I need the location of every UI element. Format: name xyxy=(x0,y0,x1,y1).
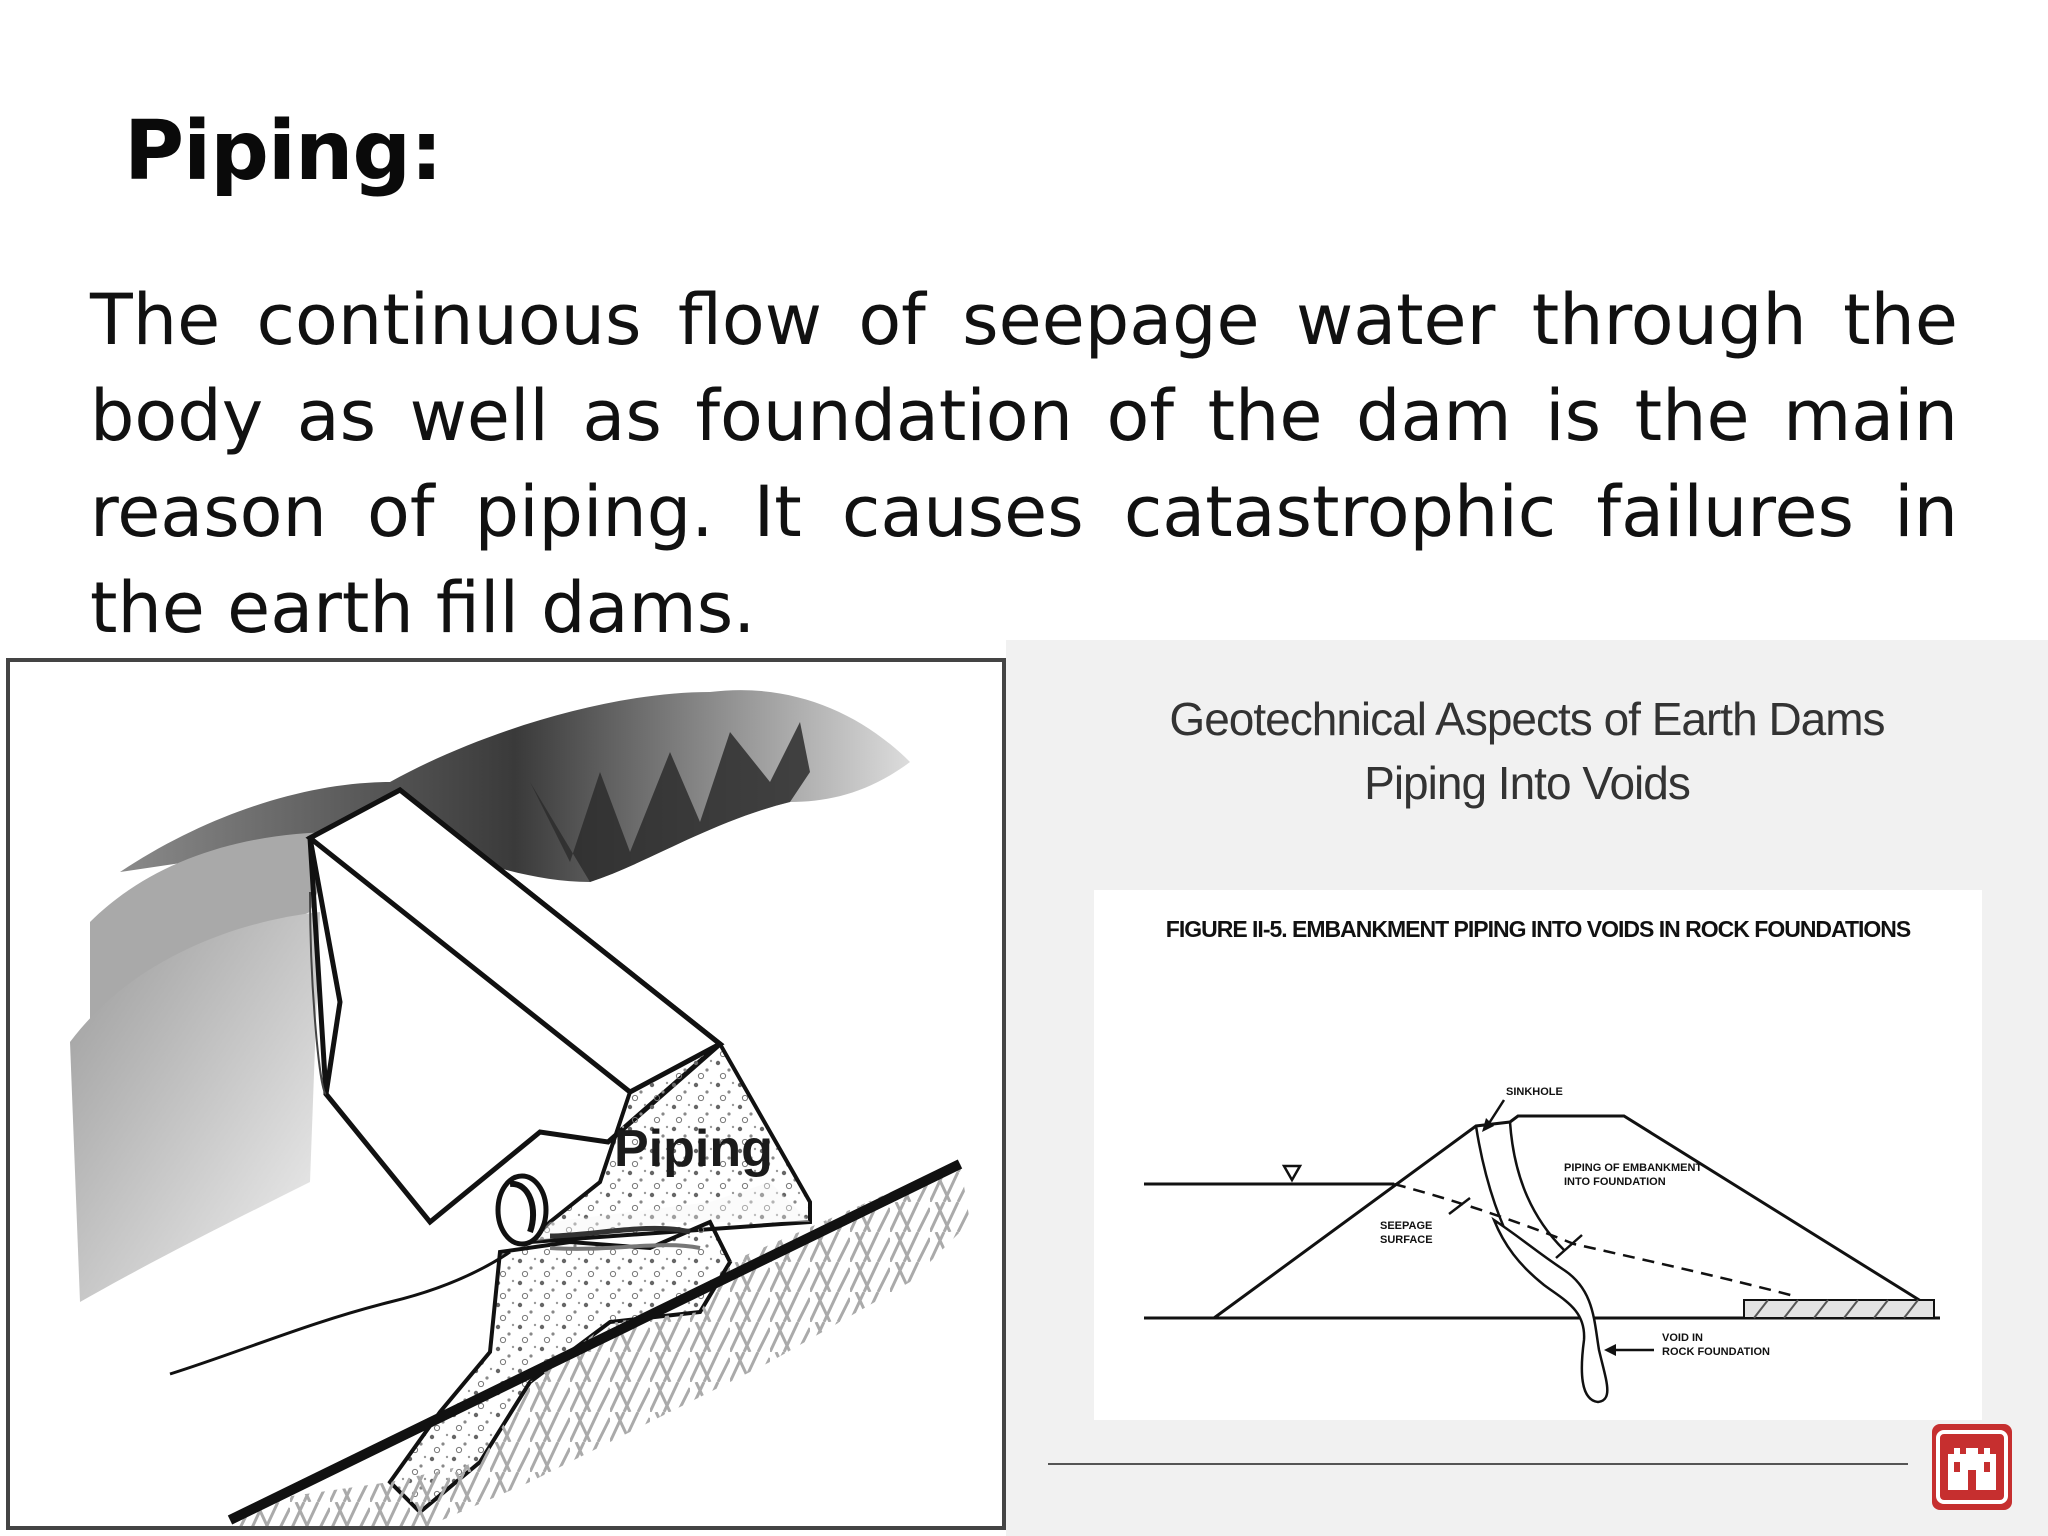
label-piping-line2: INTO FOUNDATION xyxy=(1564,1176,1666,1188)
piping-into-voids-panel xyxy=(1006,640,2048,1536)
panel-title-line2: Piping Into Voids xyxy=(1364,757,1690,809)
dam-illustration-svg xyxy=(10,662,1006,1530)
panel-title-line1: Geotechnical Aspects of Earth Dams xyxy=(1169,693,1885,745)
embankment-piping-diagram xyxy=(1094,890,1982,1420)
figure-caption: FIGURE II-5. EMBANKMENT PIPING INTO VOIDS IN ROCK FOUNDATIONS xyxy=(1165,916,1911,942)
castle-logo-icon xyxy=(1932,1424,2012,1510)
slide-body-text: The continuous flow of seepage water through the body as well as foundation of the dam is the main reason of piping. It causes catastrophic failures in the earth fill dams. xyxy=(90,279,1958,649)
slide-title: Piping: xyxy=(124,104,442,199)
label-seepage-line1: SEEPAGE xyxy=(1380,1220,1433,1232)
piping-label: Piping xyxy=(614,1120,773,1178)
label-void-line1: VOID IN xyxy=(1662,1332,1703,1344)
dam-piping-illustration xyxy=(6,658,1006,1530)
label-void-line2: ROCK FOUNDATION xyxy=(1662,1346,1770,1358)
embankment-diagram-svg xyxy=(1094,890,1982,1420)
label-piping-line1: PIPING OF EMBANKMENT xyxy=(1564,1162,1703,1174)
label-seepage-line2: SURFACE xyxy=(1380,1234,1433,1246)
label-sinkhole: SINKHOLE xyxy=(1506,1086,1563,1098)
footer-rule xyxy=(1048,1463,1908,1465)
